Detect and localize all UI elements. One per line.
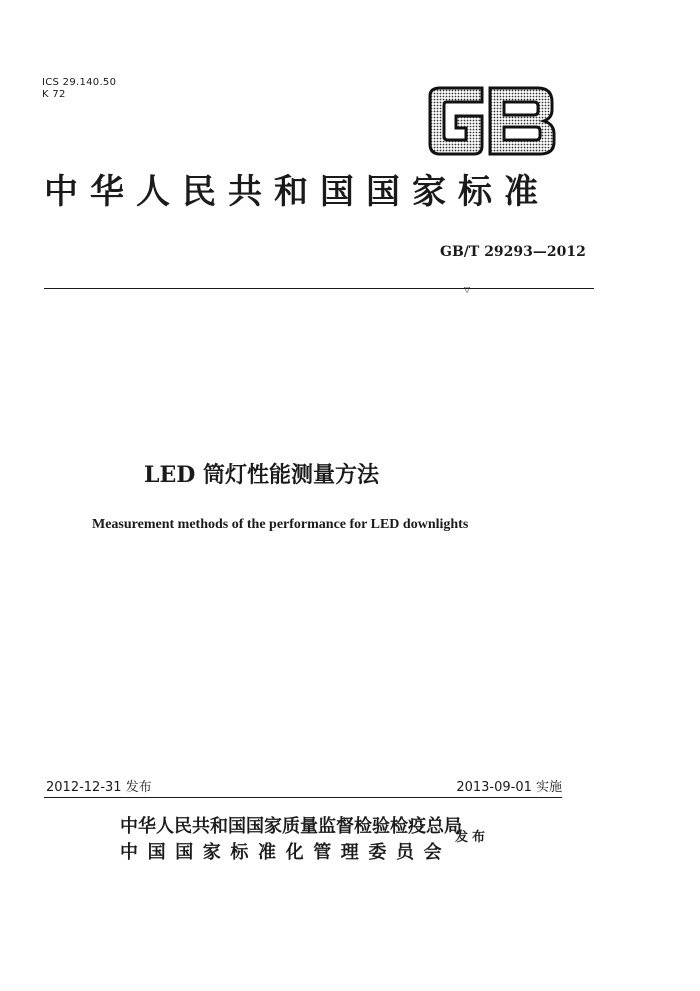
national-standard-title: 中华人民共和国国家标准 [44,172,550,212]
header-divider [44,288,594,289]
document-subtitle: Measurement methods of the performance for LED downlights [92,517,469,532]
publisher-aqsiq: 中华人民共和国国家质量监督检验检疫总局 [120,816,462,837]
document-title: LED 筒灯性能测量方法 [144,462,379,488]
implementation-date: 2013-09-01 实施 [456,780,562,795]
gb-logo [424,86,558,156]
ics-code: ICS 29.140.50 [42,77,117,88]
ccs-code: K 72 [42,89,66,100]
footer-divider [44,797,562,798]
divider-mark-icon: ▽ [464,285,471,294]
issue-date: 2012-12-31 发布 [46,780,152,795]
publish-label: 发布 [455,830,490,845]
publisher-sac: 中国国家标准化管理委员会 [120,842,452,863]
classification-codes [42,77,116,101]
standard-number: GB/T 29293—2012 [440,244,586,260]
